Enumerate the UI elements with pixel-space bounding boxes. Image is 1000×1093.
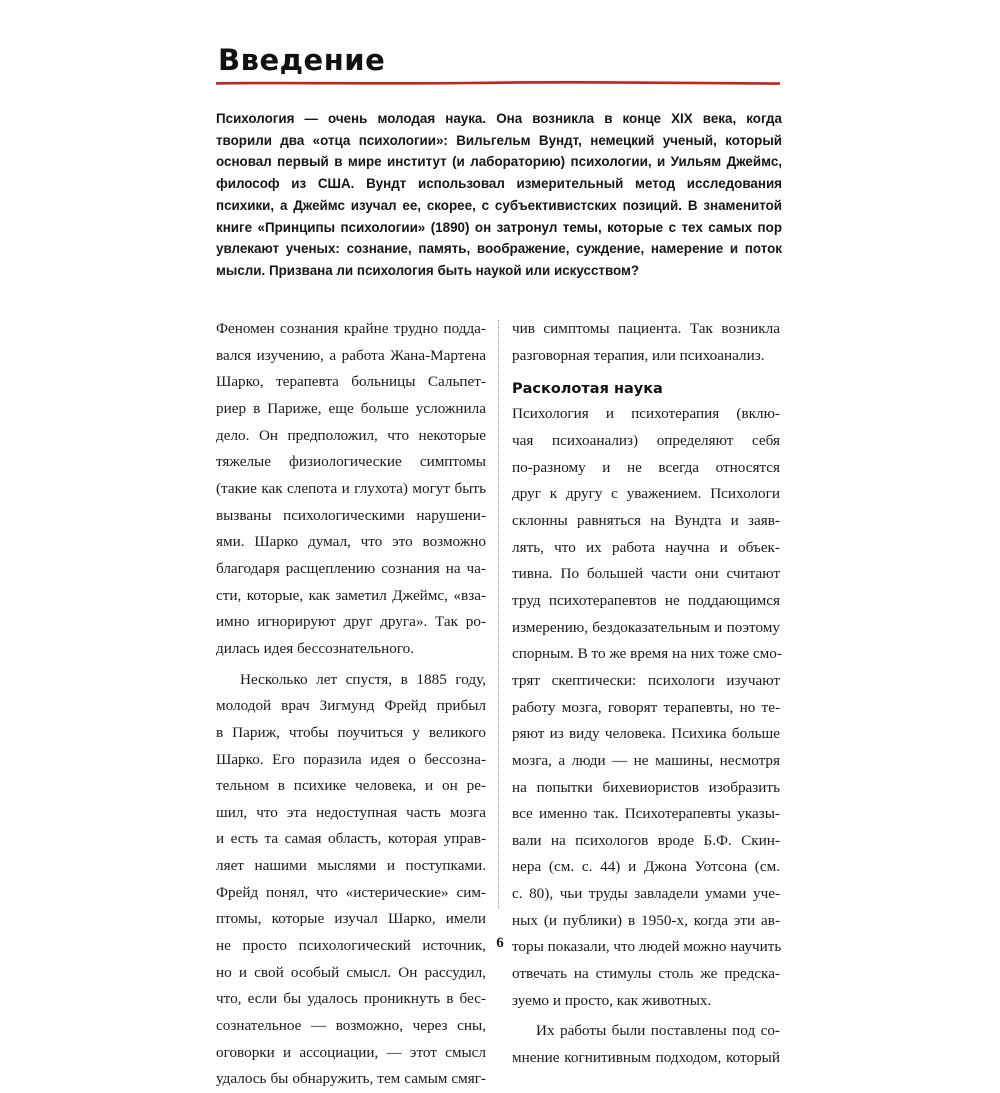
body-line: ных (и публики) в 1950-х, когда эти ав- <box>512 911 780 929</box>
body-line: вался изучению, а работа Жана-Мартена <box>216 346 486 364</box>
body-line: сознательное — возможно, через сны, <box>216 1017 486 1035</box>
body-line: зуемо и просто, как животных. <box>512 991 712 1009</box>
body-line: измерению, бездоказательным и поэтому <box>512 618 780 636</box>
body-line: сти, которые, как заметил Джеймс, «вза- <box>216 586 486 604</box>
body-line: все именно так. Психотерапевты указы- <box>512 805 780 823</box>
body-line: оговорки и ассоциации, — этот смысл <box>216 1043 486 1061</box>
body-line: ями. Шарко думал, что это возможно <box>216 533 486 551</box>
chapter-title: Введение <box>218 43 386 77</box>
body-line: Шарко. Его поразила идея о бессозна- <box>216 750 486 768</box>
body-line: на попытки бихевиористов изобразить <box>512 778 780 796</box>
body-line: спорным. В то же время на них тоже смо- <box>512 645 782 663</box>
body-line: но и свой особый смысл. Он рассудил, <box>216 963 486 981</box>
lead-line: философ из США. Вундт использовал измерительный метод исследования <box>216 176 782 192</box>
body-line: дилась идея бессознательного. <box>216 639 415 657</box>
body-line: птомы, которые изучал Шарко, имели <box>216 910 486 928</box>
lead-line: основал первый в мире институт (и лабораторию) психологии, и Уильям Джеймс, <box>216 154 782 170</box>
lead-line: увлекают ученых: сознание, память, воображение, суждение, намерение и поток <box>216 241 782 257</box>
body-line: ляет нашими мыслями и поступками. <box>216 857 486 875</box>
body-line: Фрейд понял, что «истерические» сим- <box>216 883 486 901</box>
body-line: торы показали, что людей можно научить <box>512 938 782 956</box>
body-line: риер в Париже, еще больше усложнила <box>216 399 486 417</box>
body-line: ряют из виду человека. Психика больше <box>512 725 780 743</box>
lead-paragraph <box>216 108 782 282</box>
lead-line: Психология — очень молодая наука. Она возникла в конце XIX века, когда <box>216 111 782 126</box>
body-line: Феномен сознания крайне трудно подда- <box>216 320 486 337</box>
body-line: мнение когнитивным подходом, который <box>512 1049 780 1067</box>
lead-line: книге «Принципы психологии» (1890) он затронул темы, которые с тех самых пор <box>216 219 782 235</box>
body-line: и есть та самая область, которая управ- <box>216 830 486 848</box>
body-line: (такие как слепота и глухота) могут быть <box>216 479 486 497</box>
body-line: вали на психологов вроде Б.Ф. Скин- <box>512 831 780 849</box>
body-line: Их работы были поставлены под со- <box>536 1022 780 1040</box>
body-line: имно игнорируют друг друга». Так ро- <box>216 613 486 631</box>
body-line: тяжелые физиологические симптомы <box>216 453 486 471</box>
section-heading: Расколотая наука <box>512 381 663 398</box>
body-line: труд психотерапевтов не поддающимся <box>512 591 780 609</box>
body-line: нера (см. с. 44) и Джона Уотсона (см. <box>512 858 780 876</box>
body-line: отвечать на стимулы столь же предска- <box>512 965 780 983</box>
body-line: Шарко, терапевта больницы Сальпет- <box>216 373 486 391</box>
body-line: Психология и психотерапия (вклю- <box>512 405 780 423</box>
right-column <box>512 316 780 1072</box>
body-line: шил, что эта недоступная часть мозга <box>216 803 486 821</box>
body-line: молодой врач Зигмунд Фрейд прибыл <box>216 697 486 715</box>
body-line: трят скептически: психологи изучают <box>512 671 780 689</box>
lead-line: творили два «отца психологии»: Вильгельм Вундт, немецкий ученый, который <box>216 132 782 148</box>
body-line: вызваны психологическими нарушени- <box>216 506 486 524</box>
body-line: чая психоанализ) определяют себя <box>512 431 780 449</box>
column-divider <box>498 320 499 908</box>
body-line: дело. Он предположил, что некоторые <box>216 426 486 444</box>
body-line: с. 80), чьи труды завладели умами уче- <box>512 885 780 903</box>
body-line: разговорная терапия, или психоанализ. <box>512 346 765 364</box>
body-line: друг к другу с уважением. Психологи <box>512 485 780 503</box>
body-line: склонны равняться на Вундта и заяв- <box>512 511 780 529</box>
body-line: благодаря расщеплению сознания на ча- <box>216 559 486 577</box>
body-line: что, если бы удалось проникнуть в бес- <box>216 990 486 1008</box>
body-line: не просто психологический источник, <box>216 937 486 955</box>
title-underline <box>216 80 780 86</box>
body-line: в Париж, чтобы поучиться у великого <box>216 723 486 741</box>
body-line: Несколько лет спустя, в 1885 году, <box>240 670 486 688</box>
body-line: работу мозга, говорят терапевты, но те- <box>512 698 780 716</box>
body-line: по-разному и не всегда относятся <box>512 458 780 476</box>
body-line: тельном в психике человека, и он ре- <box>216 777 486 795</box>
body-line: чив симптомы пациента. Так возникла <box>512 320 780 337</box>
body-line: мозга, а люди — не машины, несмотря <box>512 751 780 769</box>
lead-line: мысли. Призвана ли психология быть наукой или искусством? <box>216 262 640 278</box>
body-line: лять, что их работа научна и объек- <box>512 538 780 556</box>
body-line: удалось бы обнаружить, тем самым смяг- <box>216 1070 486 1088</box>
lead-line: психики, а Джеймс изучал ее, скорее, с субъективистских позиций. В знаменитой <box>216 197 782 213</box>
left-column <box>216 316 486 1093</box>
body-line: тивна. По большей части они считают <box>512 565 780 583</box>
page-number: 6 <box>496 935 504 951</box>
